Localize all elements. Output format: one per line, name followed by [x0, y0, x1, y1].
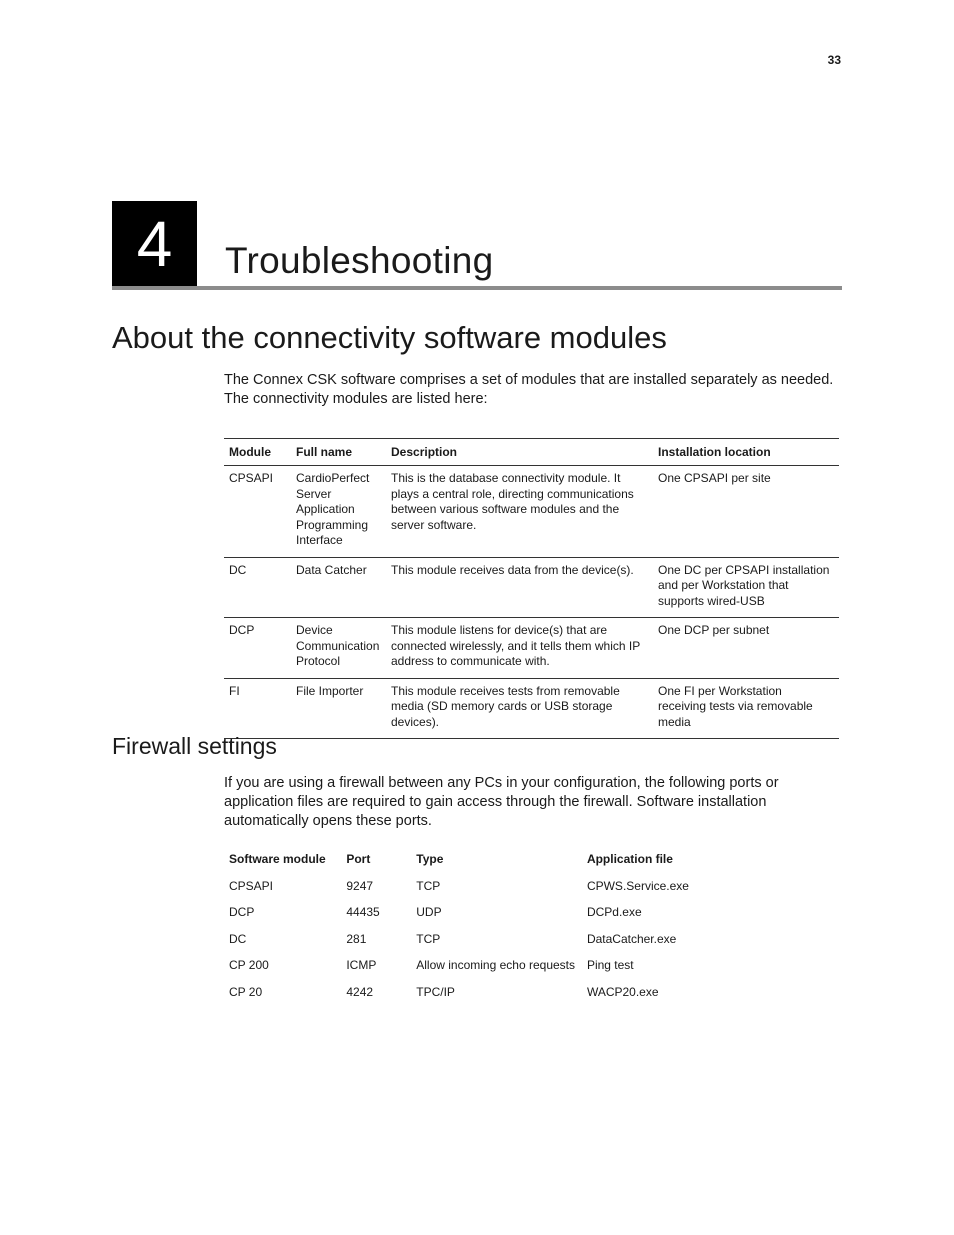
cell-software-module: DC [229, 931, 247, 946]
section-heading-modules: About the connectivity software modules [112, 320, 667, 355]
cell-port: 44435 [346, 905, 380, 920]
modules-table [224, 438, 839, 739]
chapter-divider [112, 286, 842, 290]
cell-type: UDP [416, 905, 442, 920]
table-header-row [224, 846, 694, 873]
cell-installation-location: One CPSAPI per site [658, 471, 771, 485]
section-heading-firewall: Firewall settings [112, 733, 277, 759]
cell-software-module: CP 200 [229, 958, 269, 973]
cell-description: This module listens for device(s) that are connected wirelessly, and it tells them which IP address to communicate with. [391, 623, 641, 668]
table-row [224, 466, 839, 558]
table-row [224, 557, 839, 618]
column-header: Type [416, 852, 444, 867]
cell-application-file: DCPd.exe [586, 905, 642, 920]
chapter-number-box: 4 [112, 201, 197, 287]
cell-port: 281 [346, 931, 367, 946]
cell-application-file: CPWS.Service.exe [586, 878, 689, 893]
cell-type: Allow incoming echo requests [416, 958, 575, 973]
cell-module: DCP [229, 623, 255, 637]
table-row [224, 979, 694, 1006]
cell-installation-location: One DC per CPSAPI installation and per Workstation that supports wired-USB [658, 562, 830, 608]
cell-application-file: DataCatcher.exe [586, 931, 677, 946]
page-number: 33 [827, 53, 841, 67]
table-row [224, 873, 694, 900]
table-row [224, 678, 839, 739]
cell-module: FI [229, 683, 240, 698]
column-header: Port [346, 852, 371, 867]
cell-type: TCP [416, 931, 441, 946]
table-row [224, 952, 694, 979]
cell-full-name: CardioPerfect Server Application Programming Interface [296, 471, 370, 547]
cell-application-file: WACP20.exe [586, 984, 659, 999]
cell-software-module: CP 20 [229, 984, 263, 999]
column-header: Application file [586, 852, 673, 867]
cell-type: TPC/IP [416, 984, 455, 999]
firewall-ports-table [224, 846, 694, 1005]
column-header: Full name [296, 445, 353, 459]
cell-installation-location: One FI per Workstation receiving tests via removable media [658, 683, 813, 729]
cell-full-name: Data Catcher [296, 562, 367, 577]
cell-full-name: File Importer [296, 683, 364, 698]
cell-description: This is the database connectivity module. It plays a central role, directing communications between various software modules and the server software. [391, 471, 634, 532]
cell-module: DC [229, 562, 247, 577]
cell-module: CPSAPI [229, 471, 274, 485]
cell-port: 4242 [346, 984, 374, 999]
cell-description: This module receives data from the device(s). [391, 562, 634, 577]
cell-software-module: DCP [229, 905, 255, 920]
column-header: Installation location [658, 445, 771, 459]
cell-description: This module receives tests from removable media (SD memory cards or USB storage devices). [391, 683, 620, 729]
table-row [224, 926, 694, 953]
cell-type: TCP [416, 878, 441, 893]
table-header-row [224, 439, 839, 466]
table-row [224, 899, 694, 926]
modules-intro-paragraph: The Connex CSK software comprises a set of modules that are installed separately as needed. The connectivity modules are listed here: [224, 372, 834, 407]
cell-installation-location: One DCP per subnet [658, 623, 770, 637]
cell-port: 9247 [346, 878, 374, 893]
column-header: Software module [229, 852, 326, 867]
column-header: Module [229, 445, 271, 459]
table-row [224, 618, 839, 679]
firewall-intro-paragraph: If you are using a firewall between any PCs in your configuration, the following ports or application files are required to gain access through the firewall. Software installation automatically opens these ports. [224, 775, 779, 829]
cell-full-name: Device Communication Protocol [296, 623, 380, 668]
chapter-title: Troubleshooting [225, 240, 494, 281]
cell-port: ICMP [346, 958, 377, 973]
cell-application-file: Ping test [586, 958, 634, 973]
column-header: Description [391, 445, 458, 459]
cell-software-module: CPSAPI [229, 878, 274, 893]
